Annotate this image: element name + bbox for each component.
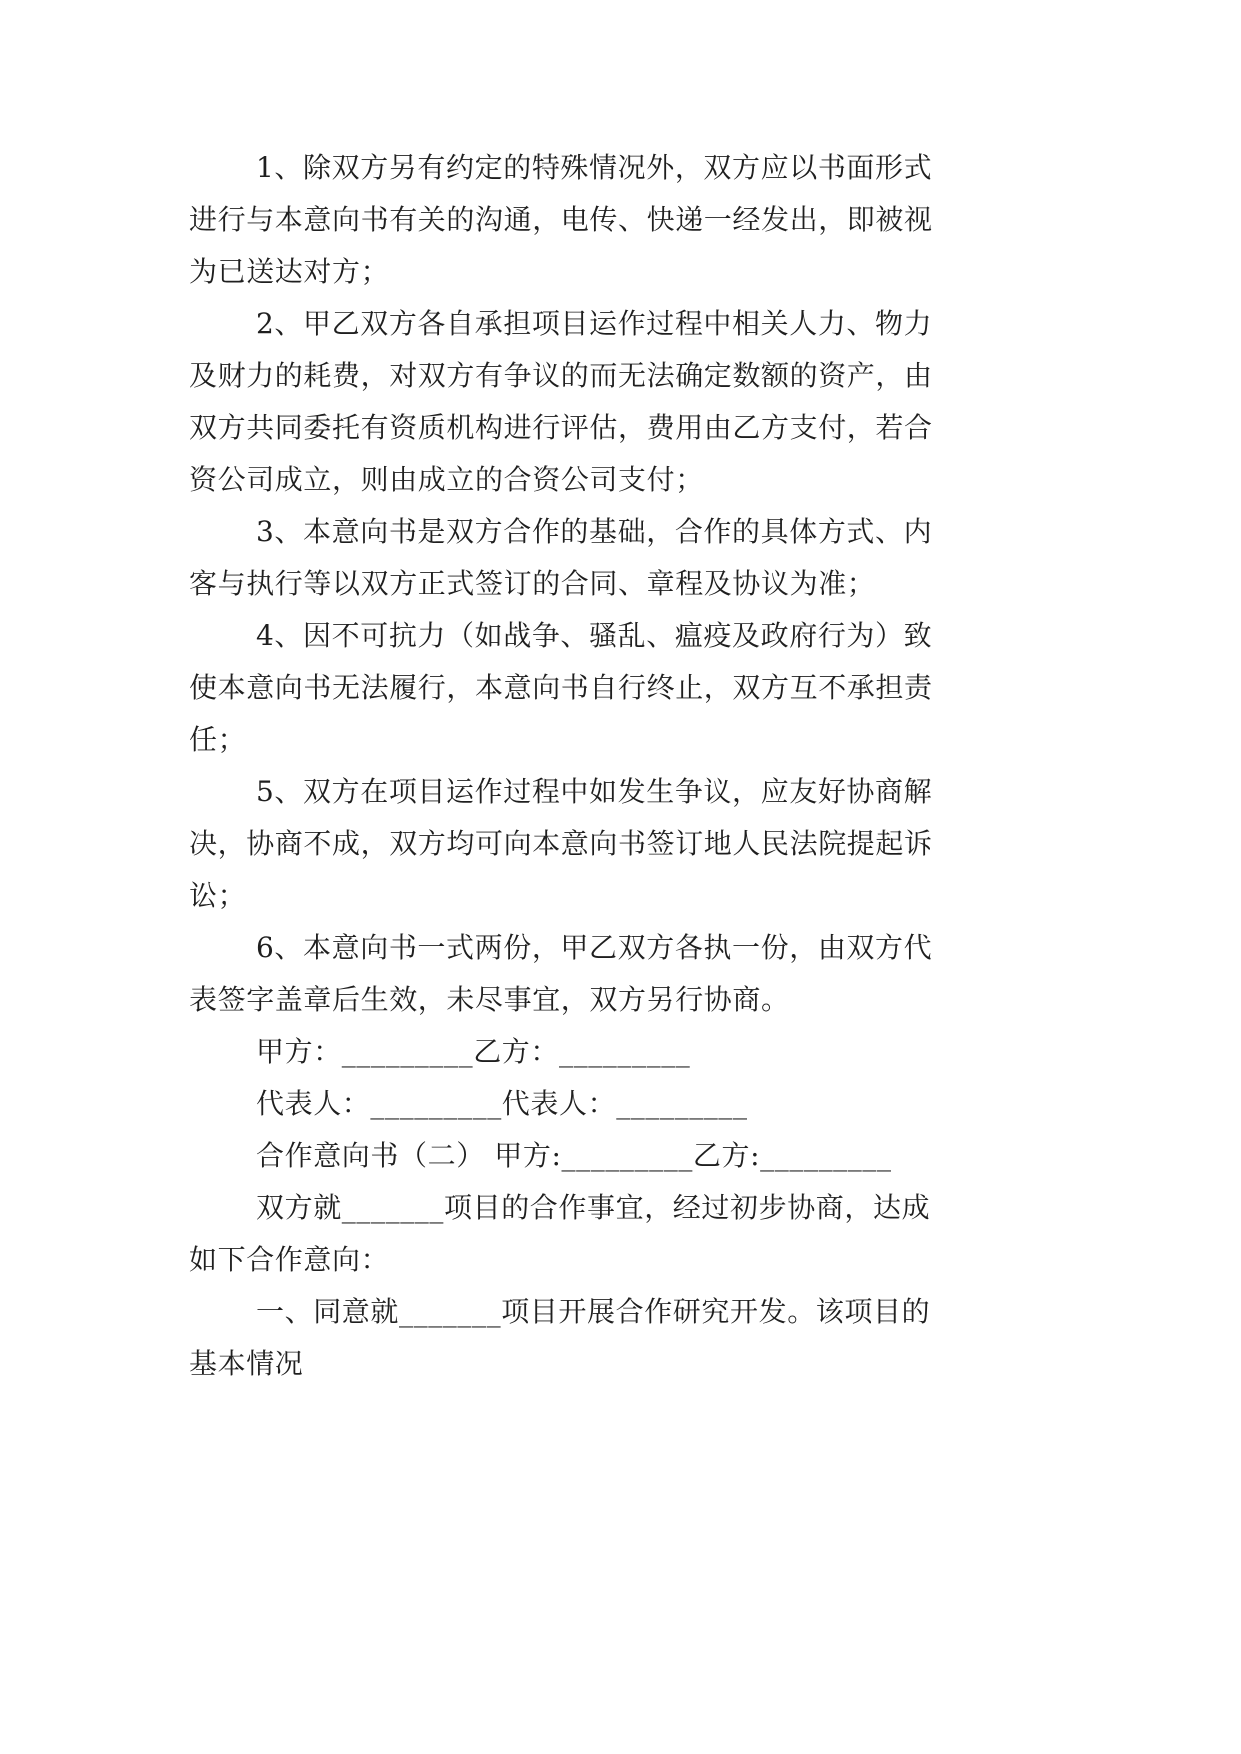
paragraph-1-line-2: 进行与本意向书有关的沟通，电传、快递一经发出，即被视 xyxy=(189,203,933,236)
signature-line-party-a-b: 甲方：_________乙方：_________ xyxy=(256,1035,691,1068)
paragraph-4-line-1: 4、因不可抗力（如战争、骚乱、瘟疫及政府行为）致 xyxy=(256,619,933,652)
paragraph-5-line-3: 讼； xyxy=(189,879,247,912)
paragraph-7-line-1: 双方就_______项目的合作事宜，经过初步协商，达成 xyxy=(256,1191,931,1224)
paragraph-3-line-2: 客与执行等以双方正式签订的合同、章程及协议为准； xyxy=(189,567,876,600)
paragraph-1-line-3: 为已送达对方； xyxy=(189,255,390,288)
paragraph-5-line-2: 决，协商不成，双方均可向本意向书签订地人民法院提起诉 xyxy=(189,827,933,860)
paragraph-4-line-2: 使本意向书无法履行，本意向书自行终止，双方互不承担责 xyxy=(189,671,933,704)
paragraph-2-line-1: 2、甲乙双方各自承担项目运作过程中相关人力、物力 xyxy=(256,307,933,340)
paragraph-6-line-2: 表签字盖章后生效，未尽事宜，双方另行协商。 xyxy=(189,983,790,1016)
paragraph-6-line-1: 6、本意向书一式两份，甲乙双方各执一份，由双方代 xyxy=(256,931,933,964)
paragraph-1-line-1: 1、除双方另有约定的特殊情况外，双方应以书面形式 xyxy=(256,151,933,184)
paragraph-2-line-3: 双方共同委托有资质机构进行评估，费用由乙方支付，若合 xyxy=(189,411,933,444)
paragraph-8-line-1: 一、同意就_______项目开展合作研究开发。该项目的 xyxy=(256,1295,931,1328)
signature-line-representatives: 代表人：_________代表人：_________ xyxy=(256,1087,748,1120)
paragraph-4-line-3: 任； xyxy=(189,723,247,756)
paragraph-3-line-1: 3、本意向书是双方合作的基础，合作的具体方式、内 xyxy=(256,515,933,548)
paragraph-7-line-2: 如下合作意向： xyxy=(189,1243,390,1276)
paragraph-8-line-2: 基本情况 xyxy=(189,1347,304,1380)
paragraph-2-line-4: 资公司成立，则由成立的合资公司支付； xyxy=(189,463,704,496)
paragraph-2-line-2: 及财力的耗费，对双方有争议的而无法确定数额的资产，由 xyxy=(189,359,933,392)
second-agreement-heading-line: 合作意向书（二） 甲方:_________乙方:_________ xyxy=(256,1139,892,1172)
paragraph-5-line-1: 5、双方在项目运作过程中如发生争议，应友好协商解 xyxy=(256,775,933,808)
